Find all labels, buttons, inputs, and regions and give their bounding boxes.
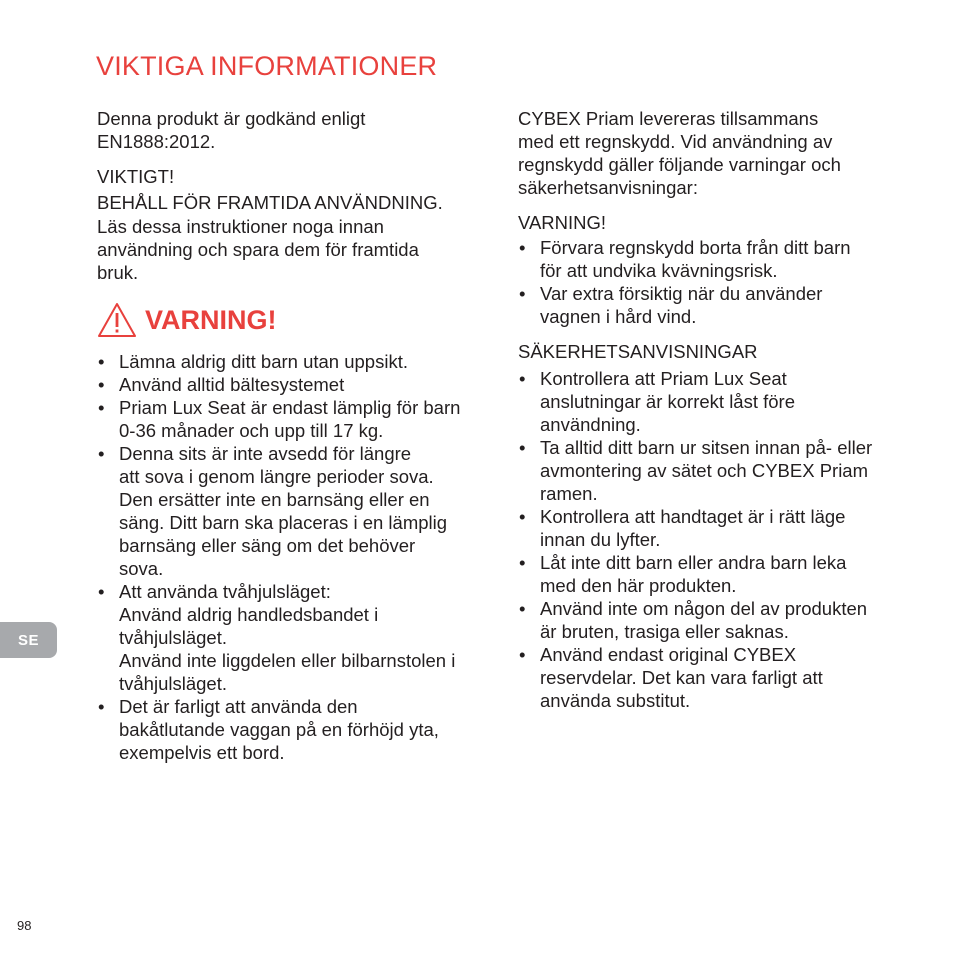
list-item: • Använd inte om någon del av produkten är bruten, trasiga eller saknas. [519,598,868,642]
list-item: • Priam Lux Seat är endast lämplig för barn 0-36 månader och upp till 17 kg. [98,397,461,441]
bullet-icon: • [519,437,526,458]
left-column [97,107,492,764]
right-column [518,107,913,712]
important-label: VIKTIGT! [97,166,175,187]
list-item: • Det är farligt att använda den bakåtlutande vaggan på en förhöjd yta, exempelvis ett bord. [98,696,439,763]
list-item: • Kontrollera att Priam Lux Seat anslutningar är korrekt låst före användning. [519,368,796,435]
warning-heading: VARNING! [145,305,277,335]
language-tab [0,622,57,658]
list-item: • Ta alltid ditt barn ur sitsen innan på- eller avmontering av sätet och CYBEX Priam ramen. [519,437,873,504]
bullet-icon: • [519,283,526,304]
bullet-icon: • [519,552,526,573]
list-item: • Låt inte ditt barn eller andra barn leka med den här produkten. [519,552,847,596]
page-title: VIKTIGA INFORMATIONER [96,51,438,81]
warning-label: VARNING! [518,212,607,233]
list-item: • Förvara regnskydd borta från ditt barn för att undvika kvävningsrisk. [519,237,851,281]
bullet-icon: • [98,581,105,602]
bullet-icon: • [519,506,526,527]
keep-label: BEHÅLL FÖR FRAMTIDA ANVÄNDNING. [97,192,443,213]
warning-list [97,350,492,764]
approval-text: Denna produkt är godkänd enligt EN1888:2012. [97,108,366,152]
bullet-icon: • [98,443,105,464]
bullet-icon: • [519,237,526,258]
list-item: • Var extra försiktig när du använder vagnen i hård vind. [519,283,823,327]
bullet-icon: • [98,397,105,418]
bullet-icon: • [519,598,526,619]
read-instructions-text: Läs dessa instruktioner noga innan användning och spara dem för framtida bruk. [97,216,419,283]
bullet-icon: • [519,368,526,389]
list-item: • Denna sits är inte avsedd för längre att sova i genom längre perioder sova. Den ersätter inte en barnsäng eller en säng. Ditt barn ska placeras i en lämplig barnsäng eller säng om det behöver sova. [98,443,448,579]
bullet-icon: • [98,696,105,717]
list-item: • Använd alltid bältesystemet [98,374,345,395]
rain-cover-intro: CYBEX Priam levereras tillsammans med ett regnskydd. Vid användning av regnskydd gäller följande varningar och säkerhetsanvisningar: [518,108,841,198]
warning-heading-row [97,302,492,338]
list-item: • Använd endast original CYBEX reservdelar. Det kan vara farligt att använda substitut. [519,644,823,711]
rain-cover-warning-list [518,236,913,328]
bullet-icon: • [519,644,526,665]
page-number: 98 [17,918,32,933]
list-item: • Att använda tvåhjulsläget: Använd aldrig handledsbandet i tvåhjulsläget. Använd inte liggdelen eller bilbarnstolen i tvåhjulsläget. [98,581,456,694]
bullet-icon: • [98,374,105,395]
warning-triangle-icon [97,302,137,338]
bullet-icon: • [98,351,105,372]
list-item: • Lämna aldrig ditt barn utan uppsikt. [98,351,408,372]
safety-label: SÄKERHETSANVISNINGAR [518,341,758,362]
safety-list [518,367,913,712]
list-item: • Kontrollera att handtaget är i rätt läge innan du lyfter. [519,506,846,550]
language-code: SE [17,631,39,649]
